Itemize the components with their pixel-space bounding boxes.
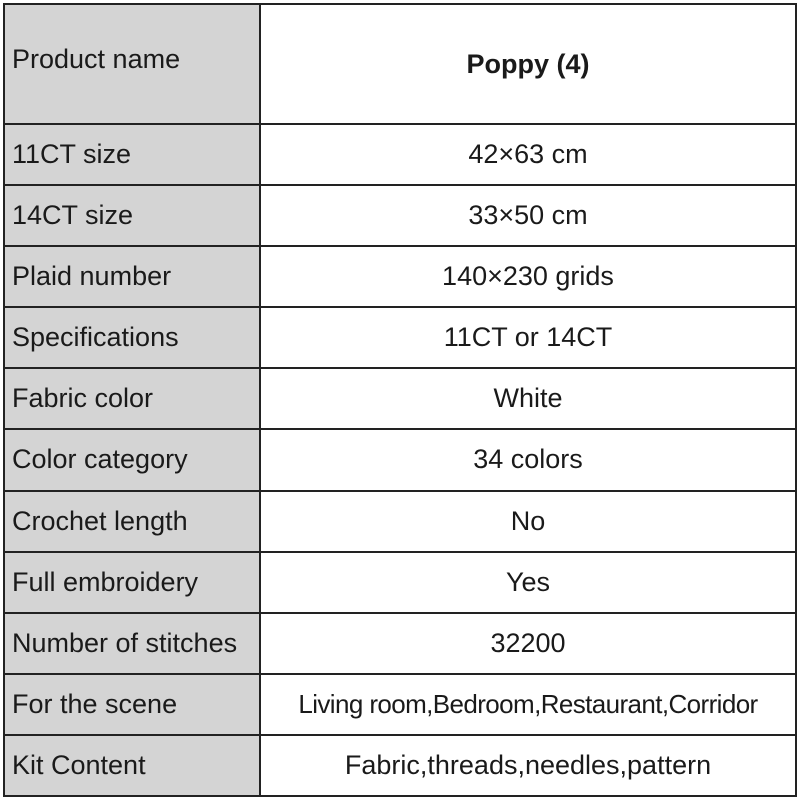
table-row: [4, 735, 796, 796]
table-row: [4, 491, 796, 552]
row-label: For the scene: [4, 674, 260, 735]
table-row: [4, 613, 796, 674]
table-row: [4, 552, 796, 613]
table-row: [4, 368, 796, 429]
row-label: Kit Content: [4, 735, 260, 796]
row-value: Yes: [260, 552, 796, 613]
row-value: Living room,Bedroom,Restaurant,Corridor: [260, 674, 796, 735]
row-value: 42×63 cm: [260, 124, 796, 185]
table-row: [4, 246, 796, 307]
row-label: Fabric color: [4, 368, 260, 429]
row-label: 11CT size: [4, 124, 260, 185]
row-label: Product name: [4, 4, 260, 124]
row-value: White: [260, 368, 796, 429]
table-row: [4, 124, 796, 185]
table-row-product-name: [4, 4, 796, 124]
product-spec-table: [3, 3, 797, 797]
row-value: Fabric,threads,needles,pattern: [260, 735, 796, 796]
row-value: 140×230 grids: [260, 246, 796, 307]
row-value: No: [260, 491, 796, 552]
table-row: [4, 185, 796, 246]
row-label: Crochet length: [4, 491, 260, 552]
table-row: [4, 307, 796, 368]
row-label: Full embroidery: [4, 552, 260, 613]
table-row: [4, 429, 796, 490]
row-value: 33×50 cm: [260, 185, 796, 246]
row-label: 14CT size: [4, 185, 260, 246]
row-label: Color category: [4, 429, 260, 490]
row-label: Plaid number: [4, 246, 260, 307]
row-label: Specifications: [4, 307, 260, 368]
row-label: Number of stitches: [4, 613, 260, 674]
product-name-value: Poppy (4): [260, 4, 796, 124]
row-value: 11CT or 14CT: [260, 307, 796, 368]
table-row: [4, 674, 796, 735]
row-value: 32200: [260, 613, 796, 674]
row-value: 34 colors: [260, 429, 796, 490]
